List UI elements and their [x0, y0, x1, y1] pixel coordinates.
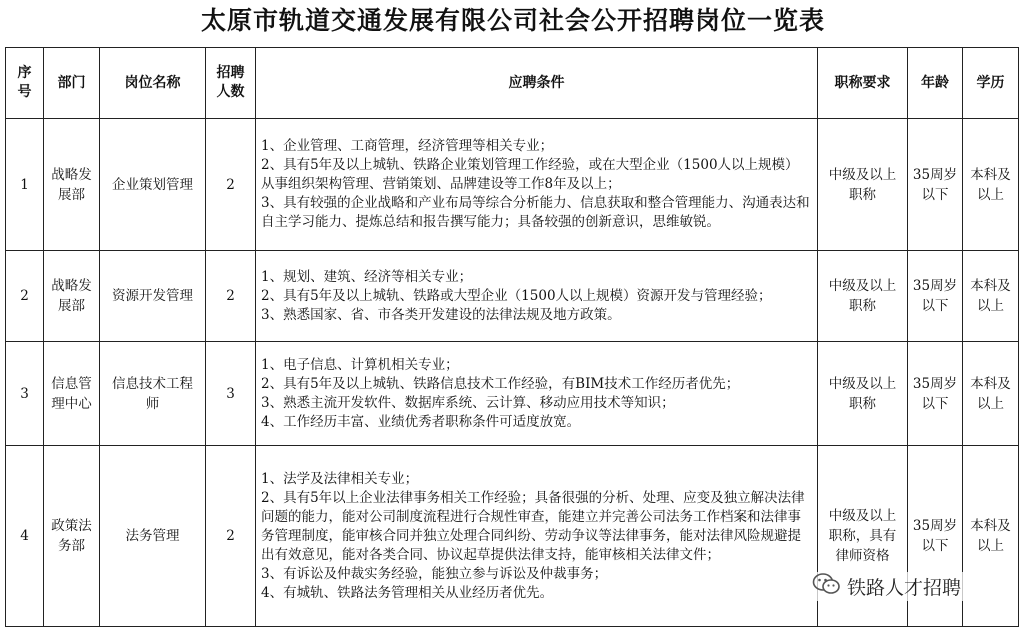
cell-requirements: 1、规划、建筑、经济等相关专业； 2、具有5年及以上城轨、铁路或大型企业（1500人以上规模）资源开发与管理经验； 3、熟悉国家、省、市各类开发建设的法律法规及地方政策。	[256, 251, 818, 342]
cell-seq: 4	[6, 446, 44, 627]
cell-requirements: 1、电子信息、计算机相关专业； 2、具有5年及以上城轨、铁路信息技术工作经验，有BIM技术工作经历者优先； 3、熟悉主流开发软件、数据库系统、云计算、移动应用技术等知识； 4、工作经历丰富、业绩优秀者职称条件可适度放宽。	[256, 342, 818, 446]
cell-count: 2	[206, 251, 256, 342]
header-requirements: 应聘条件	[256, 48, 818, 119]
cell-age: 35周岁 以下	[908, 119, 963, 251]
wechat-icon	[812, 572, 847, 601]
page-title: 太原市轨道交通发展有限公司社会公开招聘岗位一览表	[200, 6, 825, 35]
table-row	[6, 119, 1019, 251]
table-row	[6, 251, 1019, 342]
watermark	[808, 572, 965, 601]
cell-title-req: 中级及以上 职称，具有 律师资格	[818, 446, 908, 627]
cell-dept: 战略发 展部	[44, 119, 100, 251]
cell-education: 本科及 以上	[963, 251, 1019, 342]
cell-age: 35周岁 以下	[908, 251, 963, 342]
header-position: 岗位名称	[100, 48, 206, 119]
header-dept: 部门	[44, 48, 100, 119]
cell-position: 企业策划管理	[100, 119, 206, 251]
cell-position: 法务管理	[100, 446, 206, 627]
cell-title-req: 中级及以上 职称	[818, 251, 908, 342]
cell-dept: 政策法 务部	[44, 446, 100, 627]
cell-title-req: 中级及以上 职称	[818, 342, 908, 446]
table-header-row	[6, 48, 1019, 119]
watermark-text: 铁路人才招聘	[847, 577, 962, 599]
cell-count: 2	[206, 119, 256, 251]
cell-dept: 战略发 展部	[44, 251, 100, 342]
cell-education: 本科及 以上	[963, 446, 1019, 627]
cell-requirements: 1、法学及法律相关专业； 2、具有5年以上企业法律事务相关工作经验；具备很强的分析、处理、应变及独立解决法律问题的能力，能对公司制度流程进行合规性审查，能建立并完善公司法务工作档案和法律事务管理制度，能审核合同并独立处理合同纠纷、劳动争议等法律事务，能对法律风险规避提出有效意见，能对各类合同、协议起草提供法律支持，能审核相关法律文件； 3、有诉讼及仲裁实务经验，能独立参与诉讼及仲裁事务； 4、有城轨、铁路法务管理相关从业经历者优先。	[256, 446, 818, 627]
cell-count: 3	[206, 342, 256, 446]
header-age: 年龄	[908, 48, 963, 119]
cell-dept: 信息管 理中心	[44, 342, 100, 446]
cell-requirements: 1、企业管理、工商管理，经济管理等相关专业； 2、具有5年及以上城轨、铁路企业策划管理工作经验，或在大型企业（1500人以上规模）从事组织架构管理、营销策划、品牌建设等工作8年及以上； 3、具有较强的企业战略和产业布局等综合分析能力、信息获取和整合管理能力、沟通表达和自主学习能力、提炼总结和报告撰写能力；具备较强的创新意识，思维敏锐。	[256, 119, 818, 251]
cell-seq: 2	[6, 251, 44, 342]
cell-age: 35周岁 以下	[908, 446, 963, 627]
cell-position: 资源开发管理	[100, 251, 206, 342]
header-title-req: 职称要求	[818, 48, 908, 119]
header-education: 学历	[963, 48, 1019, 119]
cell-seq: 3	[6, 342, 44, 446]
cell-education: 本科及 以上	[963, 119, 1019, 251]
cell-education: 本科及 以上	[963, 342, 1019, 446]
cell-seq: 1	[6, 119, 44, 251]
cell-age: 35周岁 以下	[908, 342, 963, 446]
cell-title-req: 中级及以上 职称	[818, 119, 908, 251]
table-row	[6, 342, 1019, 446]
cell-count: 2	[206, 446, 256, 627]
header-count: 招聘 人数	[206, 48, 256, 119]
recruitment-table	[5, 47, 1019, 627]
header-seq: 序 号	[6, 48, 44, 119]
cell-position: 信息技术工程 师	[100, 342, 206, 446]
